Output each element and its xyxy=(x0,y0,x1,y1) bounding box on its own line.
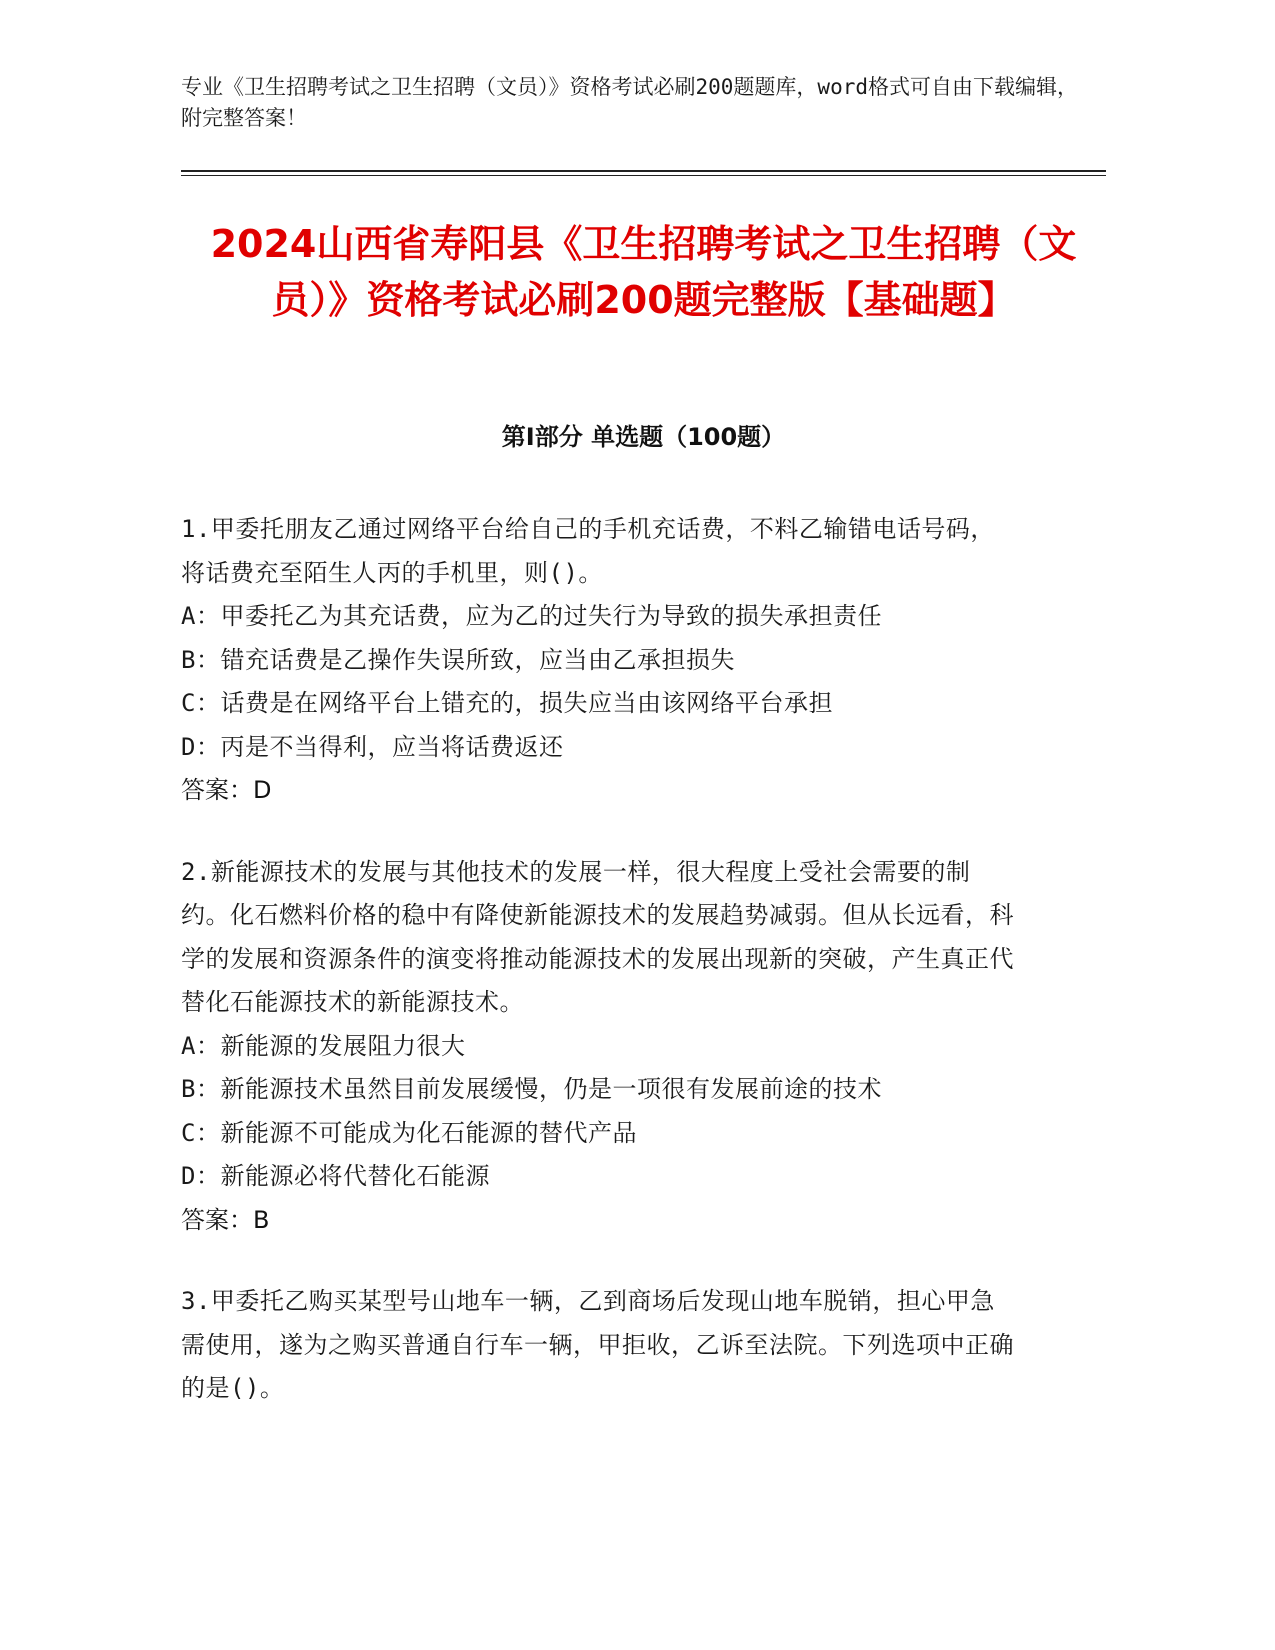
option-a: A：甲委托乙为其充话费，应为乙的过失行为导致的损失承担责任 xyxy=(181,602,882,630)
question-2 xyxy=(181,851,1016,1243)
question-stem: 2.新能源技术的发展与其他技术的发展一样，很大程度上受社会需要的制约。化石燃料价格的稳中有降使新能源技术的发展趋势减弱。但从长远看，科学的发展和资源条件的演变将推动能源技术的发展出现新的突破，产生真正代替化石能源技术的新能源技术。 xyxy=(181,857,1014,1016)
option-d: D：丙是不当得利，应当将话费返还 xyxy=(181,732,564,761)
question-stem: 1.甲委托朋友乙通过网络平台给自己的手机充话费，不料乙输错电话号码，将话费充至陌生人丙的手机里，则()。 xyxy=(181,515,995,587)
option-c: C：新能源不可能成为化石能源的替代产品 xyxy=(181,1118,637,1147)
question-3 xyxy=(181,1280,1016,1411)
option-b: B：新能源技术虽然目前发展缓慢，仍是一项很有发展前途的技术 xyxy=(181,1075,882,1103)
option-d: D：新能源必将代替化石能源 xyxy=(181,1162,490,1190)
section-heading: 第Ⅰ部分 单选题（100题） xyxy=(501,423,786,451)
question-stem: 3.甲委托乙购买某型号山地车一辆，乙到商场后发现山地车脱销，担心甲急需使用，遂为之购买普通自行车一辆，甲拒收，乙诉至法院。下列选项中正确的是()。 xyxy=(181,1287,1014,1402)
document-title: 2024山西省寿阳县《卫生招聘考试之卫生招聘（文员）》资格考试必刷200题完整版【基础题】 xyxy=(210,222,1077,322)
option-c: C：话费是在网络平台上错充的，损失应当由该网络平台承担 xyxy=(181,689,833,717)
question-list xyxy=(181,508,1016,1449)
header-divider xyxy=(181,170,1106,176)
option-b: B：错充话费是乙操作失误所致，应当由乙承担损失 xyxy=(181,645,735,674)
option-a: A：新能源的发展阻力很大 xyxy=(181,1031,466,1060)
header-note: 专业《卫生招聘考试之卫生招聘（文员）》资格考试必刷200题题库，word格式可自由下载编辑，附完整答案！ xyxy=(181,75,1078,130)
answer-line: 答案：D xyxy=(181,776,272,804)
answer-line: 答案：B xyxy=(181,1205,270,1234)
question-1 xyxy=(181,508,1016,813)
